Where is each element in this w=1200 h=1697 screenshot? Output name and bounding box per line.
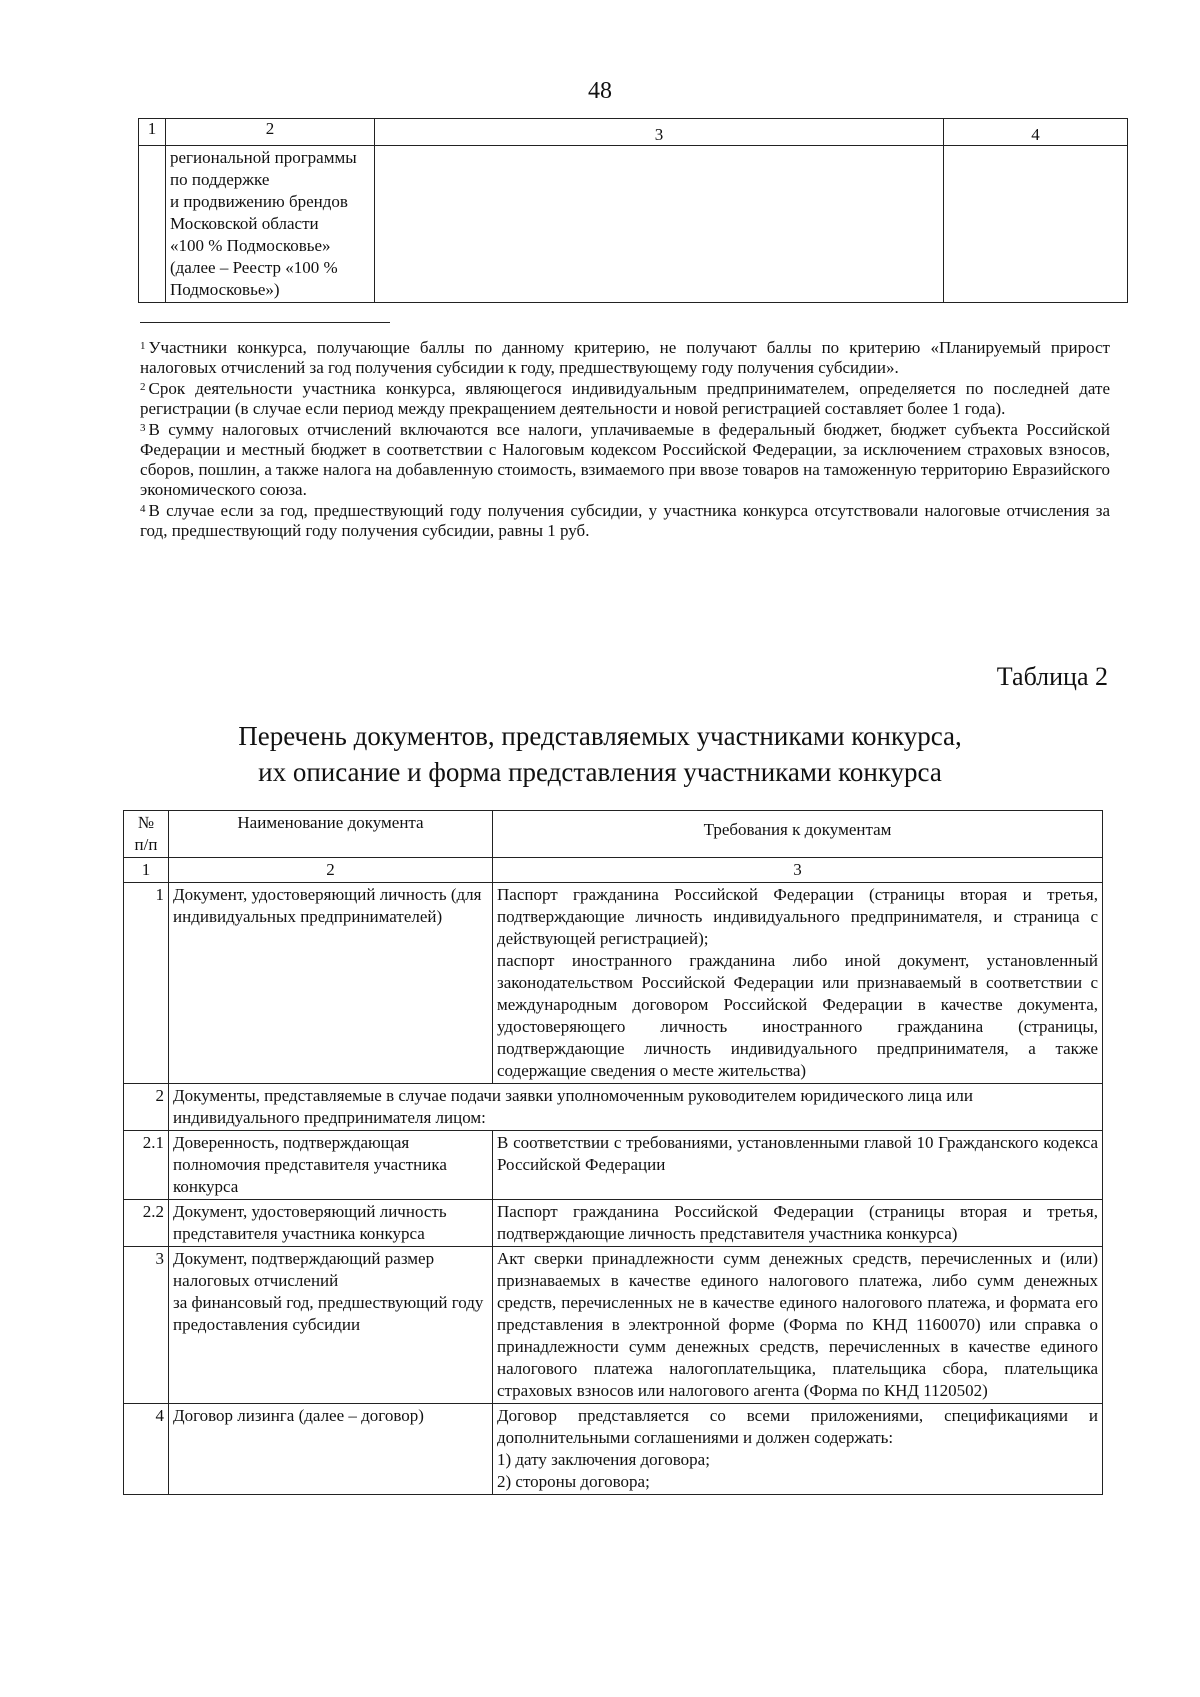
footnotes [140,338,1110,542]
column-number-3: 3 [375,119,944,146]
document-requirements: Паспорт гражданина Российской Федерации (страницы вторая и третья, подтверждающие личность индивидуального предпринимателя, и страница с действующей регистрацией); паспорт иностранного гражданина либо иной документ, установленный законодательством Российской Федерации или признаваемый в соответствии с международным договором Российской Федерации в качестве документа, удостоверяющего личность иностранного гражданина (страницы, подтверждающие личность индивидуального предпринимателя, а также содержащие сведения о месте жительства) [493,883,1103,1084]
section-heading: Документы, представляемые в случае подачи заявки уполномоченным руководителем юридического лица или индивидуального предпринимателя лицом: [169,1084,1103,1131]
footnote-4 [140,501,1110,541]
footnote-text: В случае если за год, предшествующий году получения субсидии, у участника конкурса отсутствовали налоговые отчисления за год, предшествующий году получения субсидии, равны 1 руб. [140,501,1110,540]
document-requirements: Паспорт гражданина Российской Федерации (страницы вторая и третья, подтверждающие личность представителя участника конкурса) [493,1200,1103,1247]
column-number-1: 1 [139,119,166,146]
header-document-name: Наименование документа [169,811,493,858]
row-number: 3 [124,1247,169,1404]
page-number: 48 [588,78,612,104]
document-name: Документ, подтверждающий размер налоговых отчислений за финансовый год, предшествующий году предоставления субсидии [169,1247,493,1404]
footnote-mark: 4 [140,503,146,515]
header-requirements: Требования к документам [493,811,1103,858]
column-number-1: 1 [124,858,169,883]
table-cell-col3 [375,146,944,303]
criteria-table-continuation [138,118,1128,303]
column-number-4: 4 [944,119,1128,146]
row-number: 4 [124,1404,169,1495]
table-row [139,146,1128,303]
documents-table [123,810,1103,1495]
footnote-mark: 2 [140,381,146,393]
row-number: 2.1 [124,1131,169,1200]
footnote-mark: 1 [140,340,146,352]
row-number: 2 [124,1084,169,1131]
document-name: Доверенность, подтверждающая полномочия представителя участника конкурса [169,1131,493,1200]
column-numbers-row [124,858,1103,883]
document-requirements: Договор представляется со всеми приложениями, спецификациями и дополнительными соглашениями и должен содержать: 1) дату заключения договора; 2) стороны договора; [493,1404,1103,1495]
footnote-separator [140,322,390,323]
column-number-2: 2 [169,858,493,883]
document-requirements: В соответствии с требованиями, установленными главой 10 Гражданского кодекса Российской Федерации [493,1131,1103,1200]
table-caption: Таблица 2 [996,662,1108,691]
footnote-text: Срок деятельности участника конкурса, являющегося индивидуальным предпринимателем, определяется по последней дате регистрации (в случае если период между прекращением деятельности и новой регистрацией составляет более 1 года). [140,379,1110,418]
table-header-row [124,811,1103,858]
footnote-1 [140,338,1110,378]
table-row [124,883,1103,1084]
footnote-text: В сумму налоговых отчислений включаются все налоги, уплачиваемые в федеральный бюджет, бюджет субъекта Российской Федерации и местный бюджет в соответствии с Налоговым кодексом Российской Федерации, за исключением страховых взносов, сборов, пошлин, а также налога на добавленную стоимость, взимаемого при ввозе товаров на таможенную территорию Евразийского экономического союза. [140,420,1110,499]
table-row [124,1131,1103,1200]
header-number: № п/п [124,811,169,858]
document-title: Перечень документов, представляемых участниками конкурса, их описание и форма представления участниками конкурса [238,721,962,787]
row-number: 1 [124,883,169,1084]
table-row [124,1247,1103,1404]
table-row [124,1084,1103,1131]
table-header-row [139,119,1128,146]
document-requirements: Акт сверки принадлежности сумм денежных средств, перечисленных и (или) признаваемых в качестве единого налогового платежа, либо сумм денежных средств, перечисленных не в качестве единого налогового платежа, и формата его представления в электронной форме (Форма по КНД 1160070) или справка о принадлежности сумм денежных средств, перечисленных в качестве единого налогового платежа налогоплательщика, плательщика сбора, плательщика страховых взносов или налогового агента (Форма по КНД 1120502) [493,1247,1103,1404]
document-name: Договор лизинга (далее – договор) [169,1404,493,1495]
footnote-mark: 3 [140,422,146,434]
table-cell-col1 [139,146,166,303]
table-row [124,1200,1103,1247]
footnote-text: Участники конкурса, получающие баллы по данному критерию, не получают баллы по критерию «Планируемый прирост налоговых отчислений за год получения субсидии к году, предшествующему году получения субсидии». [140,338,1110,377]
column-number-3: 3 [493,858,1103,883]
document-name: Документ, удостоверяющий личность представителя участника конкурса [169,1200,493,1247]
row-number: 2.2 [124,1200,169,1247]
footnote-2 [140,379,1110,419]
document-name: Документ, удостоверяющий личность (для индивидуальных предпринимателей) [169,883,493,1084]
footnote-3 [140,420,1110,500]
column-number-2: 2 [166,119,375,146]
table-cell-col2: региональной программы по поддержке и продвижению брендов Московской области «100 % Подмосковье» (далее – Реестр «100 % Подмосковье») [166,146,375,303]
table-cell-col4 [944,146,1128,303]
table-row [124,1404,1103,1495]
